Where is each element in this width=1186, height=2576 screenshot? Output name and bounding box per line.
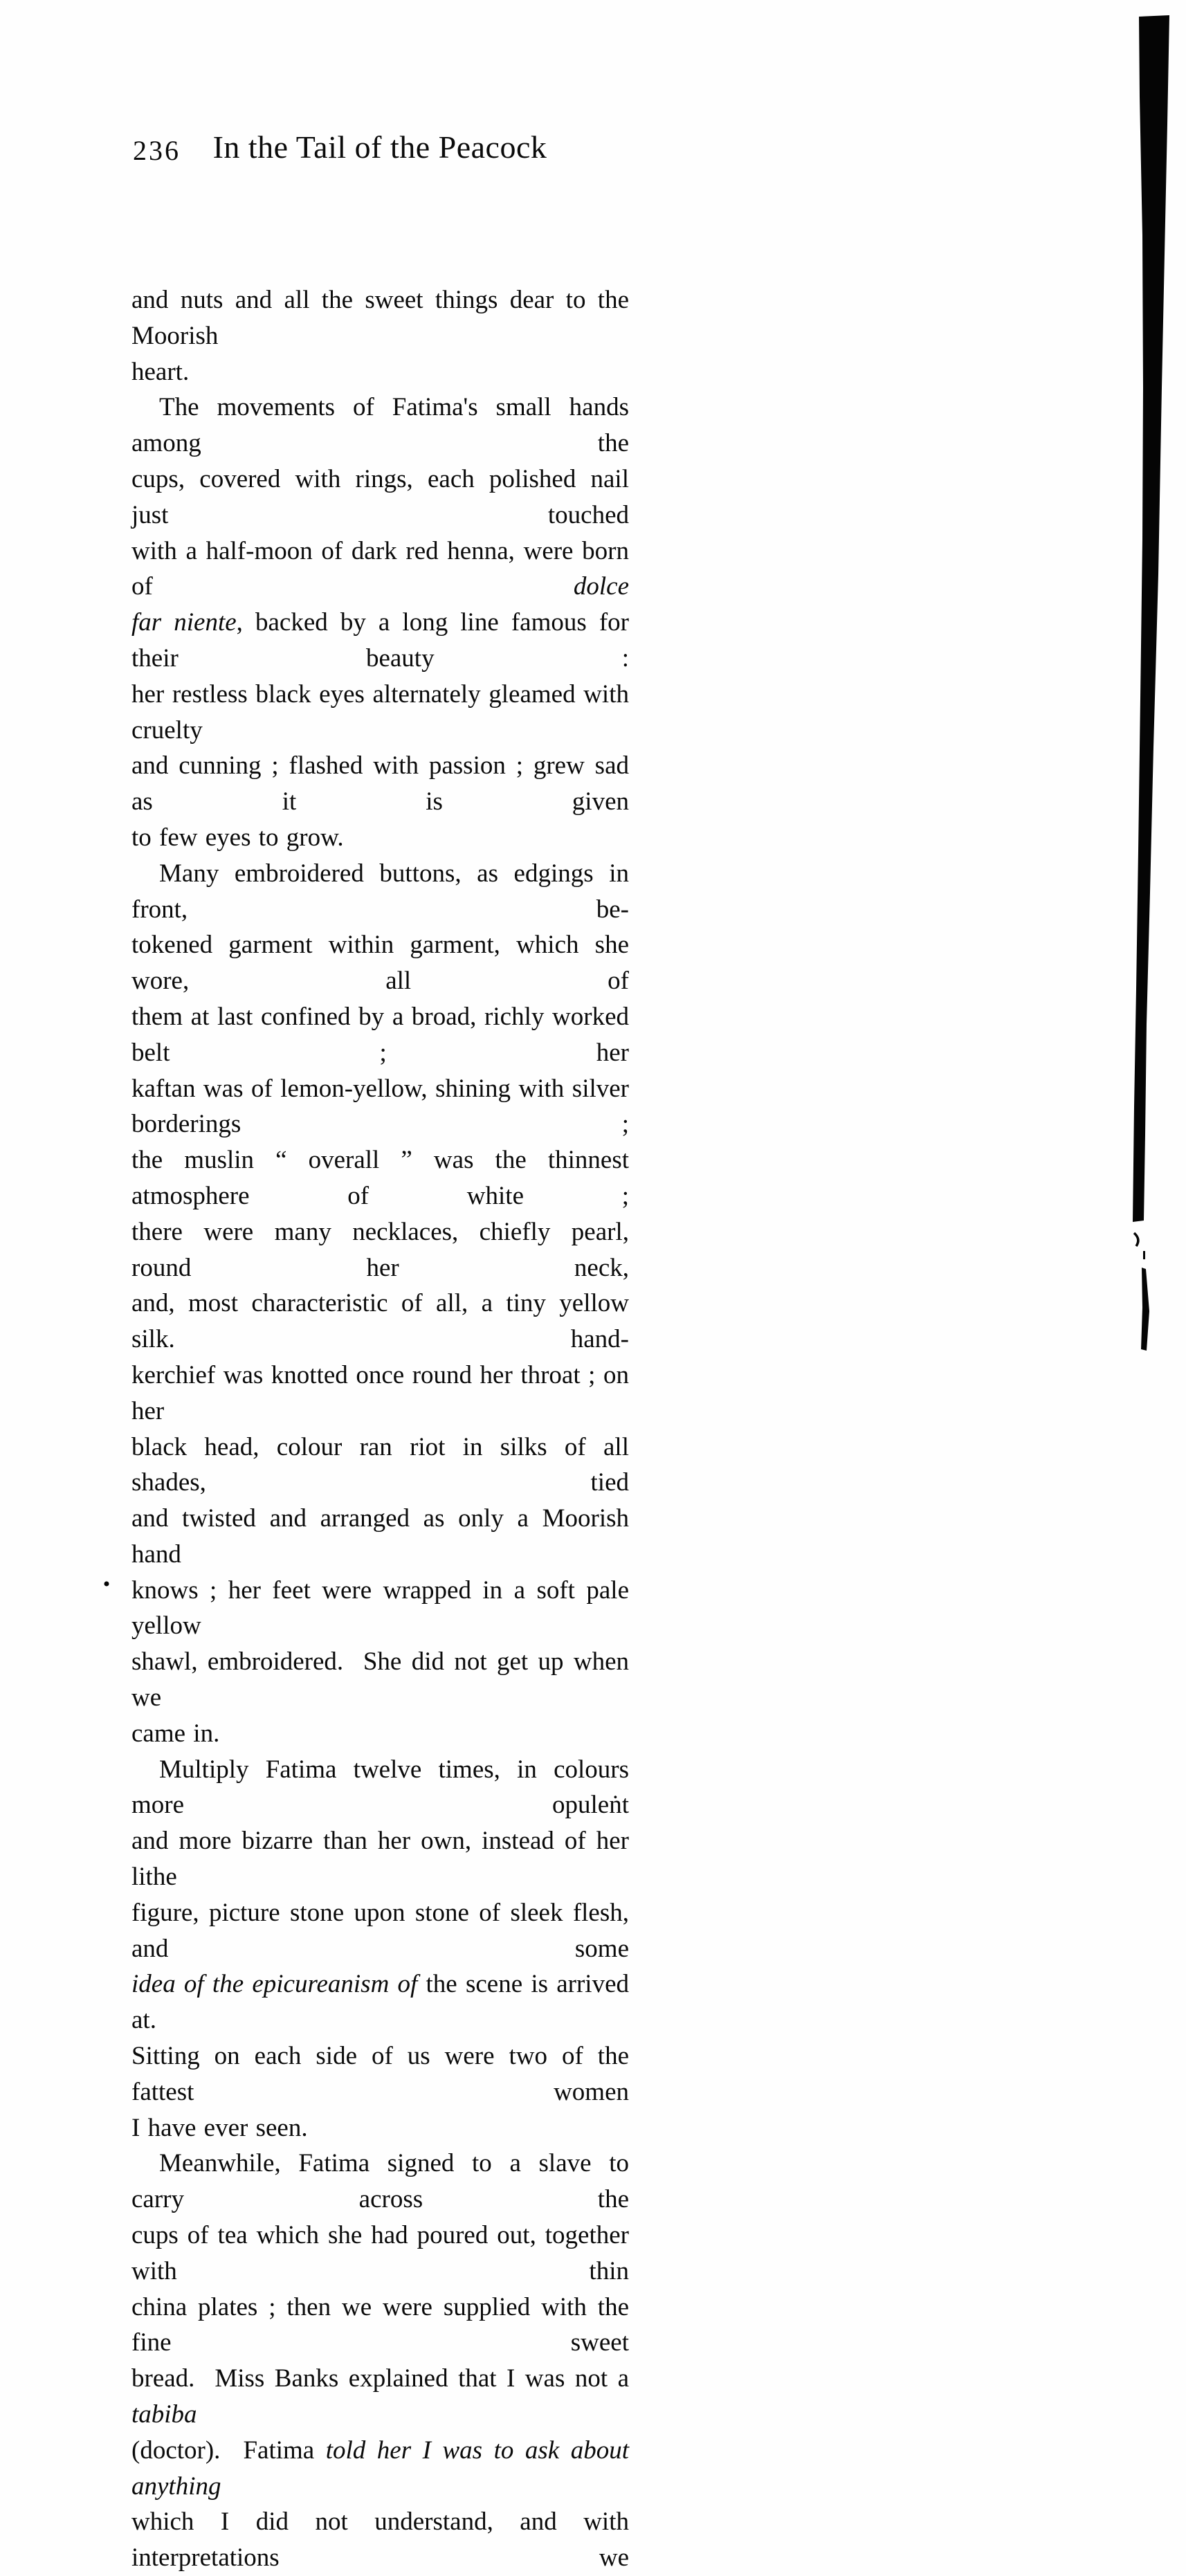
text-segment: there were many necklaces, chiefly pearl, round her neck, [131, 1217, 629, 1282]
text-line [131, 2146, 629, 2218]
text-segment: Sitting on each side of us were two of the fattest women [131, 2042, 629, 2106]
page-number: 236 [133, 135, 181, 166]
text-segment: kerchief was knotted once round her throat ; on her [131, 1360, 629, 1425]
text-segment: and more bizarre than her own, instead of her lithe [131, 1827, 629, 1892]
text-segment: figure, picture stone upon stone of sleek flesh, and some [131, 1898, 629, 1963]
text-segment: Many embroidered buttons, as edgings in front, be- [131, 859, 629, 924]
scan-streak [1141, 1268, 1149, 1351]
text-line [131, 1358, 629, 1429]
text-line [131, 677, 629, 749]
text-segment: black head, colour ran riot in silks of all shades, tied [131, 1432, 629, 1497]
text-line [131, 354, 629, 390]
text-line [131, 856, 629, 928]
text-segment: heart. [131, 357, 190, 386]
text-line [131, 1214, 629, 1286]
text-segment: with a half-moon of dark red henna, were born of [131, 536, 629, 601]
text-segment: the muslin “ overall ” was the thinnest atmosphere of white ; [131, 1146, 629, 1210]
text-line [131, 390, 629, 462]
text-segment: (doctor). Fatima [131, 2436, 326, 2465]
text-segment: and, most characteristic of all, a tiny yellow silk. hand- [131, 1289, 629, 1354]
text-line [131, 927, 629, 999]
text-segment: to few eyes to grow. [131, 823, 344, 852]
text-line [131, 2361, 629, 2433]
text-segment: them at last confined by a broad, richly worked belt ; her [131, 1002, 629, 1067]
text-segment: tokened garment within garment, which she wore, all of [131, 931, 629, 996]
text-line [131, 2504, 629, 2576]
italic-text-segment: far niente [131, 608, 237, 637]
text-block [131, 282, 629, 2576]
scan-dot [104, 1582, 109, 1587]
text-line [131, 1573, 629, 1645]
text-segment: which I did not understand, and with interpretations we [131, 2508, 629, 2573]
text-line [131, 1429, 629, 1501]
text-line [131, 1644, 629, 1716]
text-segment: cups of tea which she had poured out, together with thin [131, 2221, 629, 2285]
text-line [131, 1966, 629, 2038]
text-line [131, 605, 629, 677]
text-line [131, 282, 629, 354]
text-segment: kaftan was of lemon-yellow, shining with silver borderings ; [131, 1074, 629, 1139]
page-header [131, 129, 628, 167]
text-line [131, 2218, 629, 2290]
text-segment: and nuts and all the sweet things dear to the Moorish [131, 286, 629, 350]
italic-text-segment: idea of the epicureanism of [131, 1970, 418, 1999]
italic-text-segment: told her I was to ask about anything [131, 2436, 629, 2501]
text-segment: The movements of Fatima's small hands among the [131, 393, 629, 458]
text-line [131, 1895, 629, 1967]
scan-speck-tick [1143, 1251, 1145, 1259]
text-line [131, 2290, 629, 2362]
text-segment: china plates ; then we were supplied with the fine sweet [131, 2292, 629, 2357]
text-line [131, 820, 629, 856]
text-line [131, 1501, 629, 1573]
text-segment: I have ever seen. [131, 2113, 308, 2142]
italic-text-segment: tabiba [131, 2400, 197, 2429]
page-title: In the Tail of the Peacock [212, 129, 547, 165]
text-segment: Multiply Fatima twelve times, in colours more opuleṅt [131, 1755, 629, 1820]
text-segment: knows ; her feet were wrapped in a soft pale yellow [131, 1575, 629, 1641]
text-segment: came in. [131, 1719, 220, 1748]
text-line [131, 999, 629, 1071]
text-line [131, 1142, 629, 1214]
text-segment: , backed by a long line famous for their beauty : [131, 608, 629, 673]
scan-smudge-bar [1133, 15, 1169, 1222]
text-line [131, 748, 629, 820]
text-line [131, 462, 629, 533]
text-segment: her restless black eyes alternately gleamed with cruelty [131, 679, 629, 745]
text-segment: and cunning ; flashed with passion ; grew sad as it is given [131, 751, 629, 816]
text-line [131, 533, 629, 605]
scan-speck-bracket [1134, 1233, 1138, 1246]
text-line [131, 1823, 629, 1895]
text-line [131, 2433, 629, 2505]
text-segment: shawl, embroidered. She did not get up when we [131, 1647, 629, 1712]
text-segment: the scene is arrived at. [131, 1970, 629, 2035]
text-segment: and twisted and arranged as only a Moorish hand [131, 1504, 629, 1569]
text-line [131, 1752, 629, 1824]
text-line [131, 1286, 629, 1358]
text-segment: bread. Miss Banks explained that I was not a [131, 2364, 629, 2393]
text-line [131, 2038, 629, 2110]
italic-text-segment: dolce [573, 572, 629, 601]
text-line [131, 1716, 629, 1752]
text-segment: cups, covered with rings, each polished nail just touched [131, 464, 629, 529]
text-segment: Meanwhile, Fatima signed to a slave to carry across the [131, 2149, 629, 2214]
text-line [131, 2110, 629, 2146]
text-line [131, 1071, 629, 1143]
